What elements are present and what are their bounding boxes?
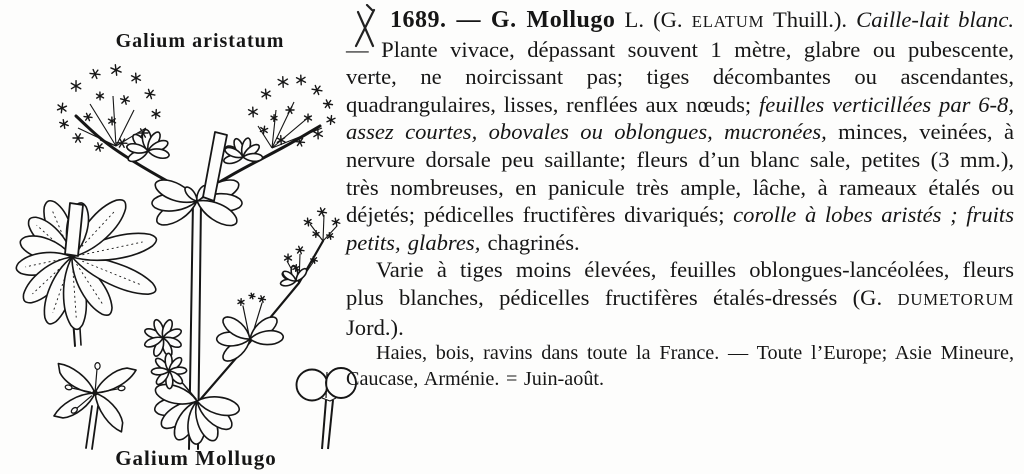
entry-paragraph-description	[346, 6, 1014, 256]
variant-smallcaps: DUMETORUM	[897, 289, 1014, 309]
species-entry	[346, 6, 1014, 392]
figure-caption-bottom: Galium Mollugo	[115, 446, 277, 470]
figure-caption-top: Galium aristatum	[115, 30, 285, 52]
entry-common-name: Caille-lait blanc.	[856, 7, 1015, 32]
entry-synonym-smallcaps: ELATUM	[691, 12, 765, 31]
variant-text-1: Varie à tiges moins élevées, feuilles oblongues-lancéolées, fleurs plus blanches, pédicelles fructifères étalés-dressés (G.	[346, 257, 1014, 310]
entry-paragraph-variant	[346, 256, 1014, 341]
handwritten-check-icon	[352, 4, 382, 52]
figure-panel	[0, 0, 372, 474]
entry-authority: L. (G.	[615, 7, 692, 32]
entry-paragraph-habitat: Haies, bois, ravins dans toute la France. — Toute l’Europe; Asie Mineure, Caucase, Arménie. = Juin-août.	[346, 342, 1014, 390]
entry-body-1: — Plante vivace, dépassant souvent 1 mètre, glabre ou pubescente, verte, ne noircissant pas; tiges décombantes ou ascendantes, quadrangulaires, lisses, renflées aux nœuds;	[346, 36, 1014, 117]
entry-body-italic-1: feuilles verticillées par 6-8, assez courtes, obovales ou oblongues, mucronées,	[346, 91, 1015, 145]
entry-body-italic-2: corolle à lobes aristés ; fruits petits, glabres,	[346, 202, 1014, 255]
entry-synonym-authority: Thuill.).	[764, 7, 857, 32]
entry-body-2: minces, veinées, à nervure dorsale peu saillante; fleurs d’un blanc sale, petites (3 mm.), très nombreuses, en panicule très ample, lâche, à rameaux étalés ou déjetés; pédicelles fructifères divariqués;	[346, 119, 1014, 228]
botanical-illustration	[0, 0, 372, 474]
variant-text-2: Jord.).	[346, 314, 404, 340]
entry-number-and-species: 1689. — G. Mollugo	[390, 7, 616, 33]
entry-body-3: chagrinés.	[480, 229, 580, 255]
